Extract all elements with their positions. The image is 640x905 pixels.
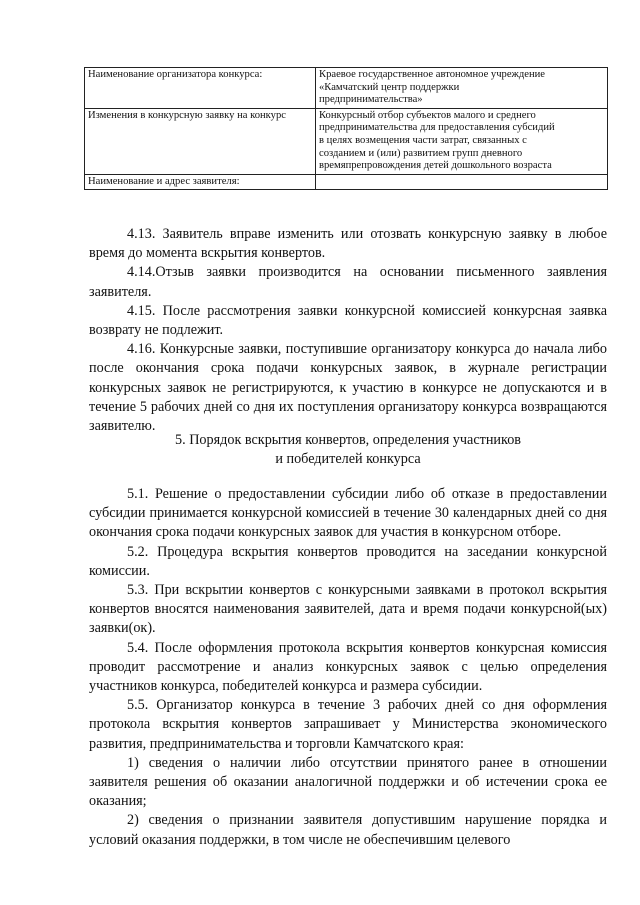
competition-name-value: Конкурсный отбор субъектов малого и среднего предпринимательства для предоставления субсидий в целях возмещения части затрат, связанных с созданием и (или) развитием групп дневного времяпрепровождения детей дошкольного возраста (316, 108, 608, 174)
paragraph-4-13: 4.13. Заявитель вправе изменить или отозвать конкурсную заявку в любое время до момента вскрытия конвертов. (89, 226, 607, 262)
applicant-label: Наименование и адрес заявителя: (85, 174, 316, 190)
application-form-table (84, 67, 608, 190)
paragraph-5-4: 5.4. После оформления протокола вскрытия конвертов конкурсная комиссия проводит рассмотрение и анализ конкурсных заявок с целью определения участников конкурса, победителей конкурса и размера субсидии. (89, 639, 607, 695)
table-row (85, 108, 608, 174)
paragraph-4-15: 4.15. После рассмотрения заявки конкурсной комиссией конкурсная заявка возврату не подлежит. (89, 302, 607, 339)
paragraph-4-14: 4.14.Отзыв заявки производится на основании письменного заявления заявителя. (89, 264, 607, 300)
section-4-text (89, 225, 607, 436)
paragraph-5-1: 5.1. Решение о предоставлении субсидии либо об отказе в предоставлении субсидии принимается конкурсной комиссией в течение 30 календарных дней со дня окончания срока подачи конкурсных заявок для участия в конкурсном отборе. (89, 486, 607, 541)
table-row (85, 68, 608, 109)
organizer-value: Краевое государственное автономное учреждение «Камчатский центр поддержки предпринимательства» (316, 68, 608, 109)
list-item-2: 2) сведения о признании заявителя допустившим нарушение порядка и условий оказания поддержки, в том числе не обеспечившим целевого (89, 812, 607, 848)
paragraph-5-2: 5.2. Процедура вскрытия конвертов проводится на заседании конкурсной комиссии. (89, 543, 607, 579)
applicant-value (316, 174, 608, 190)
paragraph-5-5: 5.5. Организатор конкурса в течение 3 рабочих дней со дня оформления протокола вскрытия конвертов запрашивает у Министерства экономического развития, предпринимательства и торговли Камчатского края: (89, 697, 607, 752)
paragraph-5-3: 5.3. При вскрытии конвертов с конкурсными заявками в протокол вскрытия конвертов вносятся наименования заявителей, дата и время подачи конкурсной(ых) заявки(ок). (89, 582, 607, 637)
section-5-text (89, 485, 607, 850)
changes-label: Изменения в конкурсную заявку на конкурс (85, 108, 316, 174)
section-5-heading: 5. Порядок вскрытия конвертов, определения участников и победителей конкурса (175, 432, 521, 468)
list-item-1: 1) сведения о наличии либо отсутствии принятого ранее в отношении заявителя решения об оказании аналогичной поддержки и об истечении срока ее оказания; (89, 754, 607, 810)
table-row (85, 174, 608, 190)
organizer-label: Наименование организатора конкурса: (85, 68, 316, 109)
paragraph-4-16: 4.16. Конкурсные заявки, поступившие организатору конкурса до начала либо после окончания срока подачи конкурсных заявок, в журнале регистрации конкурсных заявок не регистрируются, к участию в конкурсе не допускаются и в течение 5 рабочих дней со дня их поступления организатору конкурса возвращаются заявителю. (89, 341, 607, 435)
